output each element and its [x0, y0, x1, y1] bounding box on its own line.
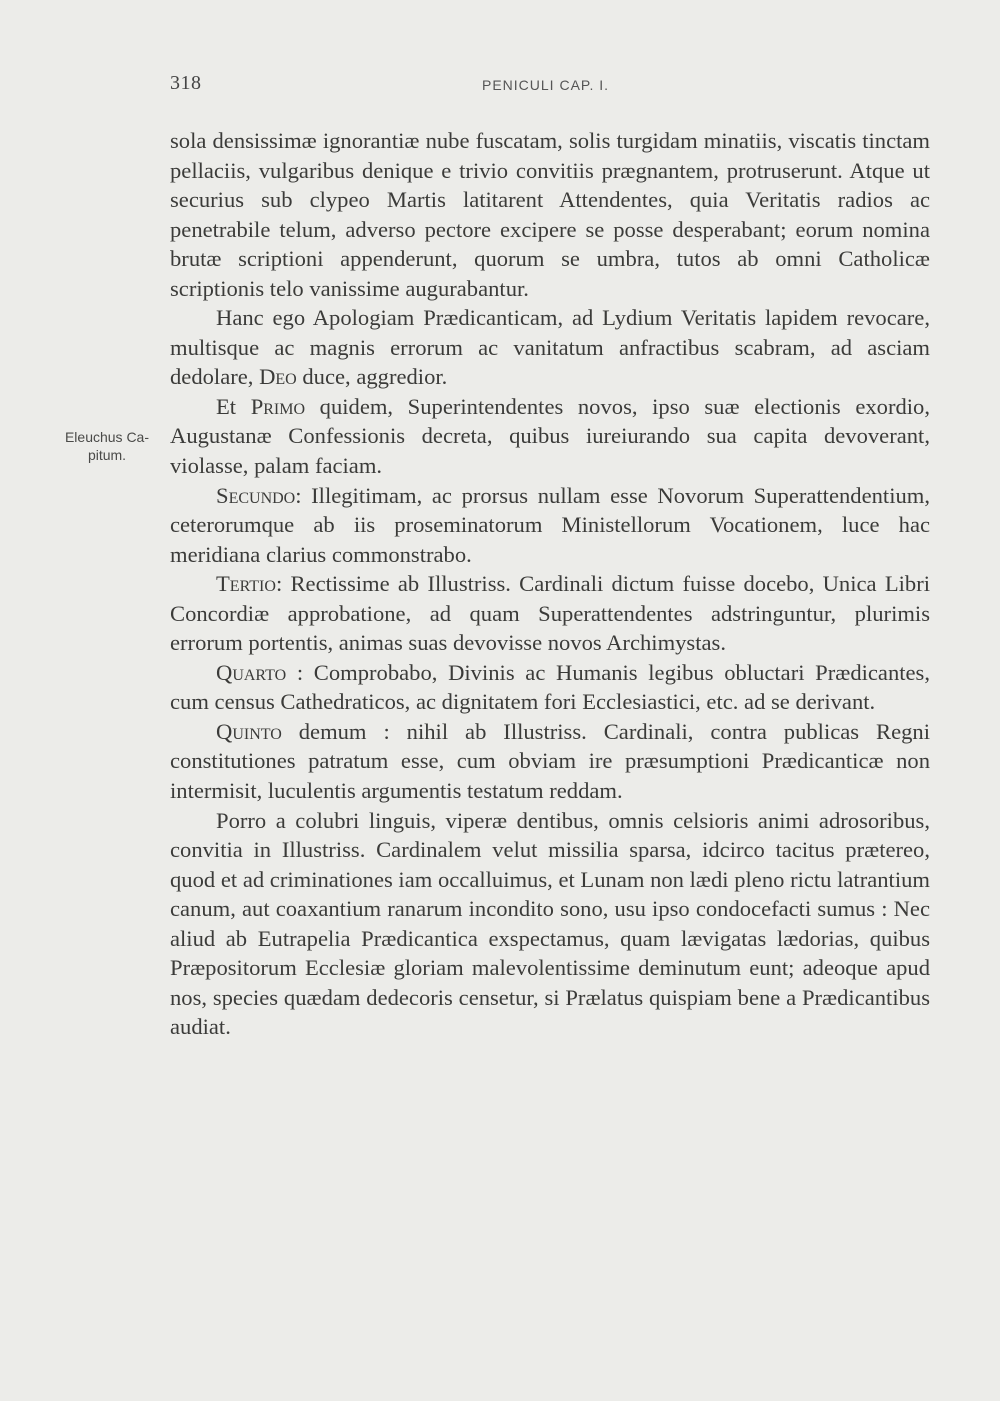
paragraph-text: : Comprobabo, Divinis ac Humanis legibus obluctari Prædicantes, cum census Cathedraticos, ac dignitatem fori Ecclesiastici, etc. ad se derivant.: [170, 659, 930, 715]
small-caps-word: Quarto: [216, 659, 287, 685]
marginal-note-line: pitum.: [87, 447, 127, 463]
paragraph-quinto: [170, 717, 930, 806]
small-caps-word: Primo: [250, 393, 306, 419]
marginal-note: [52, 428, 162, 464]
running-title: PENICULI CAP. I.: [482, 77, 610, 93]
running-head: [170, 72, 930, 102]
paragraph-primo: [170, 392, 930, 481]
paragraph-continuation: [170, 126, 930, 303]
paragraph-tertio: [170, 569, 930, 658]
paragraph-text: sola densissimæ ignorantiæ nube fuscatam, solis turgidam minatiis, viscatis tinctam pellaciis, vulgaribus denique e trivio convitiis prægnantem, protruserunt. Atque ut securius sub clypeo Martis latitarent Attendentes, quia Veritatis radios ac penetrabile telum, adverso pectore excipere se posse desperabant; eorum nomina brutæ scriptioni appenderunt, quorum se umbra, tutos ab omni Catholicæ scriptionis telo vanissime augurabantur.: [170, 128, 930, 301]
paragraph-text-after: duce, aggredior.: [296, 364, 448, 390]
paragraph-text: : Illegitimam, ac prorsus nullam esse Novorum Superattendentium, ceterorumque ab iis proseminatorum Ministellorum Vocationem, luce hac meridiana clarius commonstrabo.: [170, 482, 930, 567]
paragraph-lead: Et: [216, 393, 251, 419]
page-number: 318: [170, 72, 202, 94]
paragraph-porro: [170, 806, 930, 1042]
body-text: [170, 126, 930, 1042]
paragraph-text: quidem, Superintendentes novos, ipso suæ electionis exordio, Augustanæ Confessionis decreta, quibus iureiurando sua capita devoverant, violasse, palam faciam.: [170, 393, 930, 479]
paragraph-text: : Rectissime ab Illustriss. Cardinali dictum fuisse docebo, Unica Libri Concordiæ approbatione, ad quam Superattendentes adstringuntur, plurimis errorum portentis, animas suas devovisse novos Archimystas.: [170, 571, 930, 656]
paragraph-apologiam: [170, 303, 930, 392]
paragraph-text: Porro a colubri linguis, viperæ dentibus, omnis celsioris animi adrosoribus, convitia in Illustriss. Cardinalem velut missilia sparsa, idcirco tacitus prætereo, quod et ad criminationes iam occalluimus, et Lunam non lædi pleno rictu latrantium canum, aut coaxantium ranarum incondito sono, usu ipso condocefacti sumus : Nec aliud ab Eutrapelia Prædicantica exspectamus, quam lævigatas lædorias, quibus Præpositorum Ecclesiæ gloriam malevolentissime deminutum eunt; adeoque apud nos, species quædam dedecoris censetur, si Prælatus quispiam bene a Prædicantibus audiat.: [170, 807, 930, 1040]
marginal-note-line: Eleuchus Ca-: [64, 429, 150, 445]
paragraph-secundo: [170, 481, 930, 570]
paragraph-text: Hanc ego Apologiam Prædicanticam, ad Lydium Veritatis lapidem revocare, multisque ac magnis errorum ac vanitatum anfractibus scabram, ad asciam dedolare,: [170, 305, 930, 390]
small-caps-word: Secundo: [216, 482, 296, 508]
small-caps-word: Quinto: [216, 718, 282, 744]
small-caps-word: Tertio: [216, 571, 276, 597]
small-caps-word: Deo: [259, 364, 297, 390]
paragraph-quarto: [170, 658, 930, 717]
paragraph-text: demum : nihil ab Illustriss. Cardinali, contra publicas Regni constitutiones patratum esse, cum obviam ire præsumptioni Prædicanticæ non intermisit, luculentis argumentis testatum reddam.: [170, 718, 930, 804]
